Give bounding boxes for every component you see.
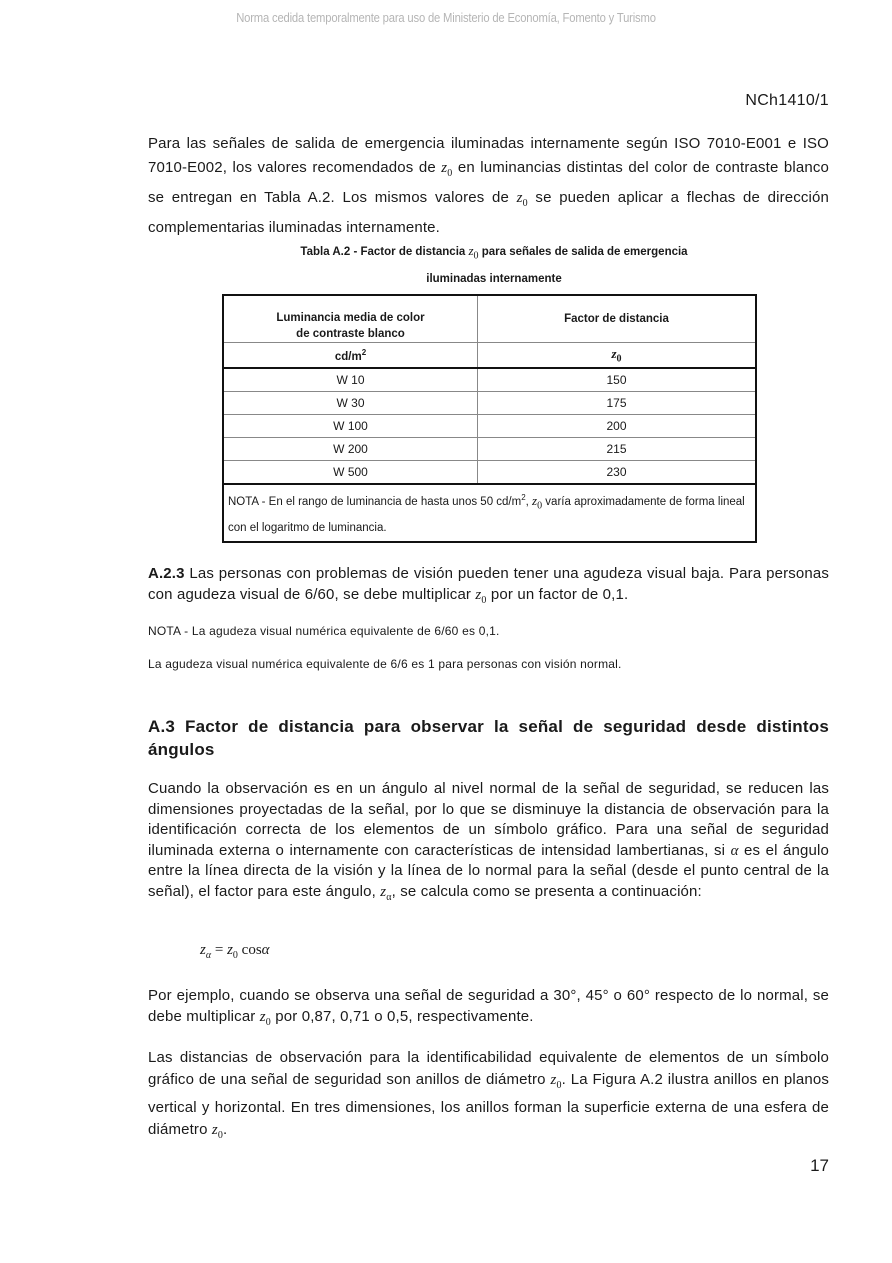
header-luminance: Luminancia media de color de contraste blanco (223, 295, 478, 343)
cell-factor: 175 (478, 392, 757, 415)
caption-text: Tabla A.2 - Factor de distancia (300, 246, 469, 258)
caption-line2: iluminadas internamente (426, 272, 562, 285)
page-number: 17 (810, 1156, 829, 1175)
header-factor: Factor de distancia (478, 295, 757, 343)
section-label: A.2.3 (148, 565, 185, 582)
note-normal-vision: La agudeza visual numérica equivalente de 6/6 es 1 para personas con visión normal. (148, 657, 622, 671)
a3-paragraph-3: Las distancias de observación para la identificabilidad equivalente de elementos de un símbolo gráfico de una señal de seguridad son anillos de diámetro $z_0$. La Figura A.2 ilustra anillos en planos vertical y horizontal. En tres dimensiones, los anillos forman la superficie externa de una esfera de diámetro $z_0$. (148, 1049, 829, 1141)
note-visual-acuity: NOTA - La agudeza visual numérica equivalente de 6/60 es 0,1. (148, 624, 500, 638)
text: se pueden aplicar a flechas de dirección complementarias iluminadas internamente. (148, 189, 829, 236)
cell-factor: 150 (478, 368, 757, 392)
cell-luminance: W 10 (223, 368, 478, 392)
z0-symbol: $z_0$ (259, 1009, 271, 1028)
watermark: Norma cedida temporalmente para uso de Ministerio de Economía, Fomento y Turismo (236, 11, 656, 25)
document-id: NCh1410/1 (745, 92, 829, 109)
table-row (223, 438, 756, 461)
z0-symbol: $z_0$ (475, 587, 487, 606)
caption-text: para señales de salida de emergencia (478, 246, 688, 258)
header-z0: $z_0$ (478, 343, 757, 369)
intro-paragraph (148, 132, 829, 240)
distance-factor-table (222, 294, 757, 543)
cell-factor: 215 (478, 438, 757, 461)
z0-symbol: $z_0$ (516, 190, 528, 209)
z0-symbol: $z_0$ (468, 243, 479, 262)
table-row (223, 415, 756, 438)
a3-paragraph-2: Por ejemplo, cuando se observa una señal de seguridad a 30°, 45° o 60° respecto de lo normal, se debe multiplicar $z_0$ por 0,87, 0,71 o 0,5, respectivamente. (148, 987, 829, 1028)
header-unit: $cd/m^2$ (223, 343, 478, 369)
formula: $z_\alpha = z_0$ cosα (200, 942, 270, 961)
cell-luminance: W 100 (223, 415, 478, 438)
cell-luminance: W 30 (223, 392, 478, 415)
text: Para las señales de salida de emergencia iluminadas internamente según ISO 7010-E001 e ISO 7010-E002, los valores recomendados de (148, 135, 829, 176)
cell-factor: 230 (478, 461, 757, 485)
a3-paragraph-1: Cuando la observación es en un ángulo al nivel normal de la señal de seguridad, se reducen las dimensiones proyectadas de la señal, por lo que se disminuye la distancia de observación para la identificación correcta de los elementos de un símbolo gráfico. Para una señal de seguridad iluminada externa o internamente con características de intensidad lambertianas, si α es el ángulo entre la línea directa de la visión y la línea de lo normal para la señal (desde el punto central de la señal), el factor para este ángulo, $z_\alpha$, se calcula como se presenta a continuación: (148, 780, 830, 903)
z0-symbol: $z_0$ (211, 1122, 224, 1141)
section-a23: A.2.3 Las personas con problemas de visión pueden tener una agudeza visual baja. Para personas con agudeza visual de 6/60, se debe multiplicar $z_0$ por un factor de 0,1. (148, 565, 829, 606)
table-row (223, 392, 756, 415)
z0-symbol: $z_0$ (441, 160, 453, 179)
cell-luminance: W 500 (223, 461, 478, 485)
cell-factor: 200 (478, 415, 757, 438)
cell-luminance: W 200 (223, 438, 478, 461)
table-note: NOTA - En el rango de luminancia de hasta unos 50 $cd/m^2$, $z_0$ varía aproximadamente de forma lineal con el logaritmo de luminancia. (223, 484, 756, 542)
z-alpha-symbol: $z_\alpha$ (380, 883, 392, 903)
text: en luminancias distintas del color de contraste blanco se entregan en Tabla A.2. Los mismos valores de (148, 159, 829, 206)
table-row (223, 368, 756, 392)
alpha-symbol: α (730, 842, 739, 859)
table-row (223, 461, 756, 485)
z0-symbol: $z_0$ (550, 1072, 562, 1091)
table-caption (230, 240, 758, 290)
section-a3-heading: A.3 Factor de distancia para observar la señal de seguridad desde distintos ángulos (148, 717, 829, 759)
